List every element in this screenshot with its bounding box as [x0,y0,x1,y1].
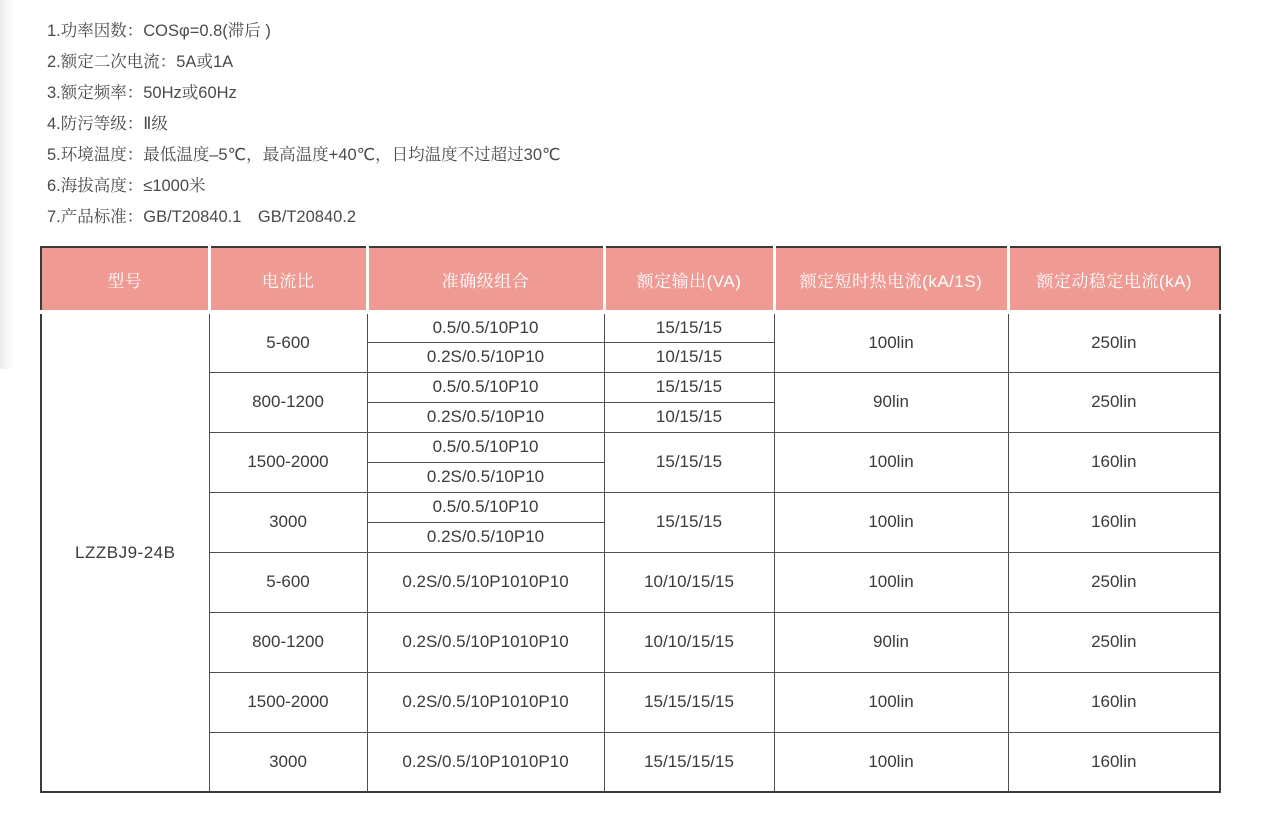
column-header-model: 型号 [41,247,209,312]
table-row [41,432,1220,462]
table-row [41,492,1220,522]
cell-output: 15/15/15/15 [604,732,774,792]
cell-dynamic: 250lin [1008,552,1220,612]
column-header-dynamic: 额定动稳定电流(kA) [1008,247,1220,312]
note-secondary-current: 2.额定二次电流：5A或1A [47,53,234,71]
cell-ratio: 5-600 [209,312,367,372]
table-header-row [41,247,1220,312]
cell-output: 15/15/15 [604,372,774,402]
cell-ratio: 1500-2000 [209,672,367,732]
note-altitude: 6.海拔高度：≤1000米 [47,177,206,195]
cell-thermal: 100lin [774,732,1008,792]
cell-thermal: 100lin [774,552,1008,612]
cell-ratio: 5-600 [209,552,367,612]
spec-notes-list [0,0,1273,233]
cell-accuracy: 0.2S/0.5/10P1010P10 [367,552,604,612]
cell-output: 10/15/15 [604,402,774,432]
table-row [41,372,1220,402]
cell-dynamic: 250lin [1008,612,1220,672]
cell-accuracy: 0.2S/0.5/10P1010P10 [367,612,604,672]
cell-dynamic: 250lin [1008,312,1220,372]
cell-output: 15/15/15 [604,312,774,342]
cell-thermal: 100lin [774,432,1008,492]
cell-dynamic: 160lin [1008,492,1220,552]
cell-accuracy: 0.2S/0.5/10P10 [367,462,604,492]
cell-output: 10/10/15/15 [604,612,774,672]
table-row [41,552,1220,612]
column-header-ratio: 电流比 [209,247,367,312]
cell-dynamic: 250lin [1008,372,1220,432]
cell-thermal: 100lin [774,672,1008,732]
table-row [41,312,1220,342]
spec-table [40,246,1221,793]
cell-output: 10/10/15/15 [604,552,774,612]
cell-accuracy: 0.2S/0.5/10P1010P10 [367,732,604,792]
column-header-accuracy: 准确级组合 [367,247,604,312]
table-row [41,732,1220,792]
cell-thermal: 90lin [774,372,1008,432]
cell-accuracy: 0.2S/0.5/10P10 [367,522,604,552]
cell-output: 15/15/15 [604,432,774,492]
cell-dynamic: 160lin [1008,732,1220,792]
cell-dynamic: 160lin [1008,432,1220,492]
cell-accuracy: 0.5/0.5/10P10 [367,372,604,402]
cell-accuracy: 0.5/0.5/10P10 [367,492,604,522]
cell-ratio: 800-1200 [209,372,367,432]
note-ambient-temp: 5.环境温度：最低温度–5℃，最高温度+40℃，日均温度不过超过30℃ [47,146,561,164]
cell-thermal: 100lin [774,492,1008,552]
cell-ratio: 1500-2000 [209,432,367,492]
cell-ratio: 3000 [209,732,367,792]
cell-output: 15/15/15 [604,492,774,552]
column-header-thermal: 额定短时热电流(kA/1S) [774,247,1008,312]
note-pollution-class: 4.防污等级：Ⅱ级 [47,115,168,133]
cell-ratio: 3000 [209,492,367,552]
table-row [41,612,1220,672]
cell-ratio: 800-1200 [209,612,367,672]
cell-accuracy: 0.5/0.5/10P10 [367,432,604,462]
cell-output: 15/15/15/15 [604,672,774,732]
note-power-factor: 1.功率因数：COSφ=0.8(滞后 ) [47,22,271,40]
cell-accuracy: 0.2S/0.5/10P1010P10 [367,672,604,732]
column-header-output: 额定输出(VA) [604,247,774,312]
cell-accuracy: 0.2S/0.5/10P10 [367,342,604,372]
table-row [41,672,1220,732]
cell-accuracy: 0.2S/0.5/10P10 [367,402,604,432]
cell-thermal: 100lin [774,312,1008,372]
note-product-standard: 7.产品标准：GB/T20840.1 GB/T20840.2 [47,208,357,226]
cell-thermal: 90lin [774,612,1008,672]
cell-model: LZZBJ9-24B [41,312,209,792]
note-rated-frequency: 3.额定频率：50Hz或60Hz [47,84,237,102]
cell-output: 10/15/15 [604,342,774,372]
cell-dynamic: 160lin [1008,672,1220,732]
cell-accuracy: 0.5/0.5/10P10 [367,312,604,342]
